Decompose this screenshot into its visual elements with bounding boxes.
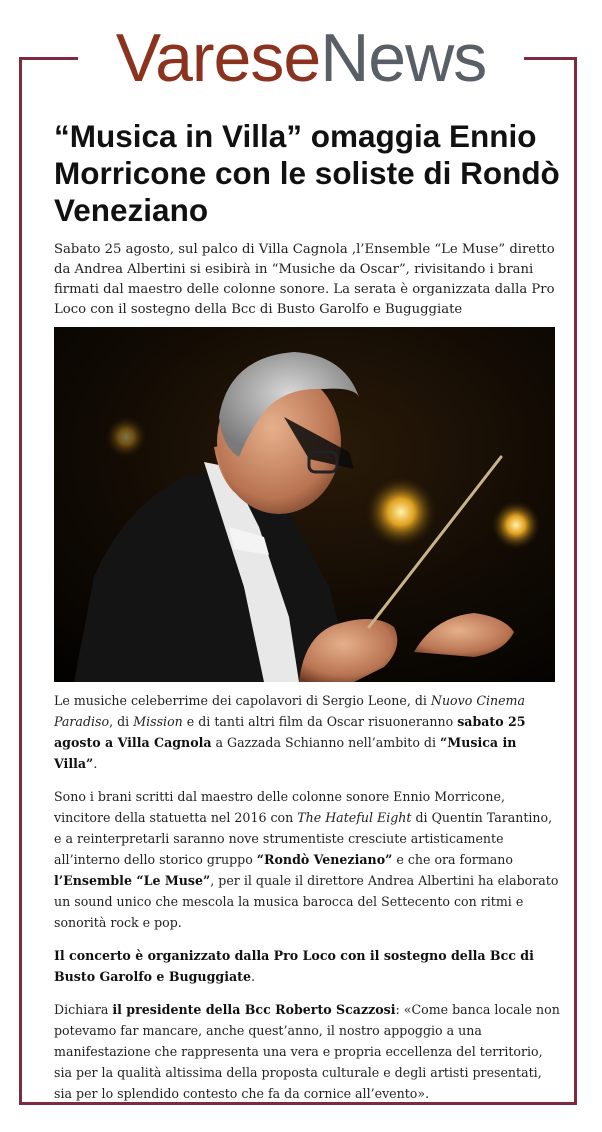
paragraph: [54, 945, 562, 987]
article-body: [54, 690, 562, 1116]
bold-text: il presidente della Bcc Roberto Scazzosi: [112, 1002, 396, 1017]
paragraph: [54, 690, 562, 774]
bold-text: “Rondò Veneziano”: [256, 852, 393, 867]
bold-text: sabato 25 agosto a Villa Cagnola: [54, 714, 526, 750]
stage-light: [104, 415, 148, 459]
film-title: Nuovo Cinema Paradiso: [54, 693, 526, 729]
logo-news: News: [320, 20, 487, 96]
text-span: di Quentin Tarantino, e a reinterpretarli saranno nove strumentiste cresciute artisticamente all’interno dello storico gruppo: [54, 810, 553, 867]
bold-text: “Musica in Villa”: [54, 735, 517, 771]
conductor-photo-illustration: [54, 327, 555, 682]
paragraph: [54, 999, 562, 1104]
bold-text: Il concerto è organizzato dalla Pro Loco con il sostegno della Bcc di Busto Garolfo e Buguggiate: [54, 948, 534, 984]
bold-text: l’Ensemble “Le Muse”: [54, 873, 211, 888]
text-span: Sono i brani scritti dal maestro delle colonne sonore Ennio Morricone, vincitore della statuetta nel 2016 con: [54, 789, 505, 825]
article-lead: Sabato 25 agosto, sul palco di Villa Cagnola ,l’Ensemble “Le Muse” diretto da Andrea Albertini si esibirà in “Musiche da Oscar”, rivisitando i brani firmati dal maestro delle colonne sonore. La serata è organizzata dalla Pro Loco con il sostegno della Bcc di Busto Garolfo e Buguggiate: [54, 242, 555, 317]
text-span: .: [250, 969, 255, 984]
masthead-logo[interactable]: [78, 16, 524, 100]
text-span: , di: [109, 714, 134, 729]
article-headline: “Musica in Villa” omaggia Ennio Morricone con le soliste di Rondò Veneziano: [54, 118, 560, 228]
article-photo: [54, 327, 555, 682]
paragraph: [54, 786, 562, 933]
stage-light: [363, 474, 439, 550]
logo-varese: Varese: [115, 20, 321, 96]
text-span: e di tanti altri film da Oscar risuoneranno: [182, 714, 458, 729]
text-span: : «Come banca locale non potevamo far mancare, anche quest’anno, il nostro appoggio a una manifestazione che rappresenta una vera e propria eccellenza del territorio, sia per la qualità altissima della proposta culturale e degli artisti presentati, sia per lo splendido contesto che fa da cornice all’evento».: [54, 1002, 560, 1101]
text-span: Le musiche celeberrime dei capolavori di Sergio Leone, di: [54, 693, 431, 708]
film-title: The Hateful Eight: [297, 810, 412, 825]
text-span: e che ora formano: [392, 852, 513, 867]
text-span: , per il quale il direttore Andrea Albertini ha elaborato un sound unico che mescola la musica barocca del Settecento con ritmi e sonorità rock e pop.: [54, 873, 559, 930]
text-span: .: [93, 756, 98, 771]
text-span: Dichiara: [54, 1002, 113, 1017]
text-span: a Gazzada Schianno nell’ambito di: [211, 735, 441, 750]
film-title: Mission: [133, 714, 183, 729]
stage-light: [490, 499, 542, 551]
